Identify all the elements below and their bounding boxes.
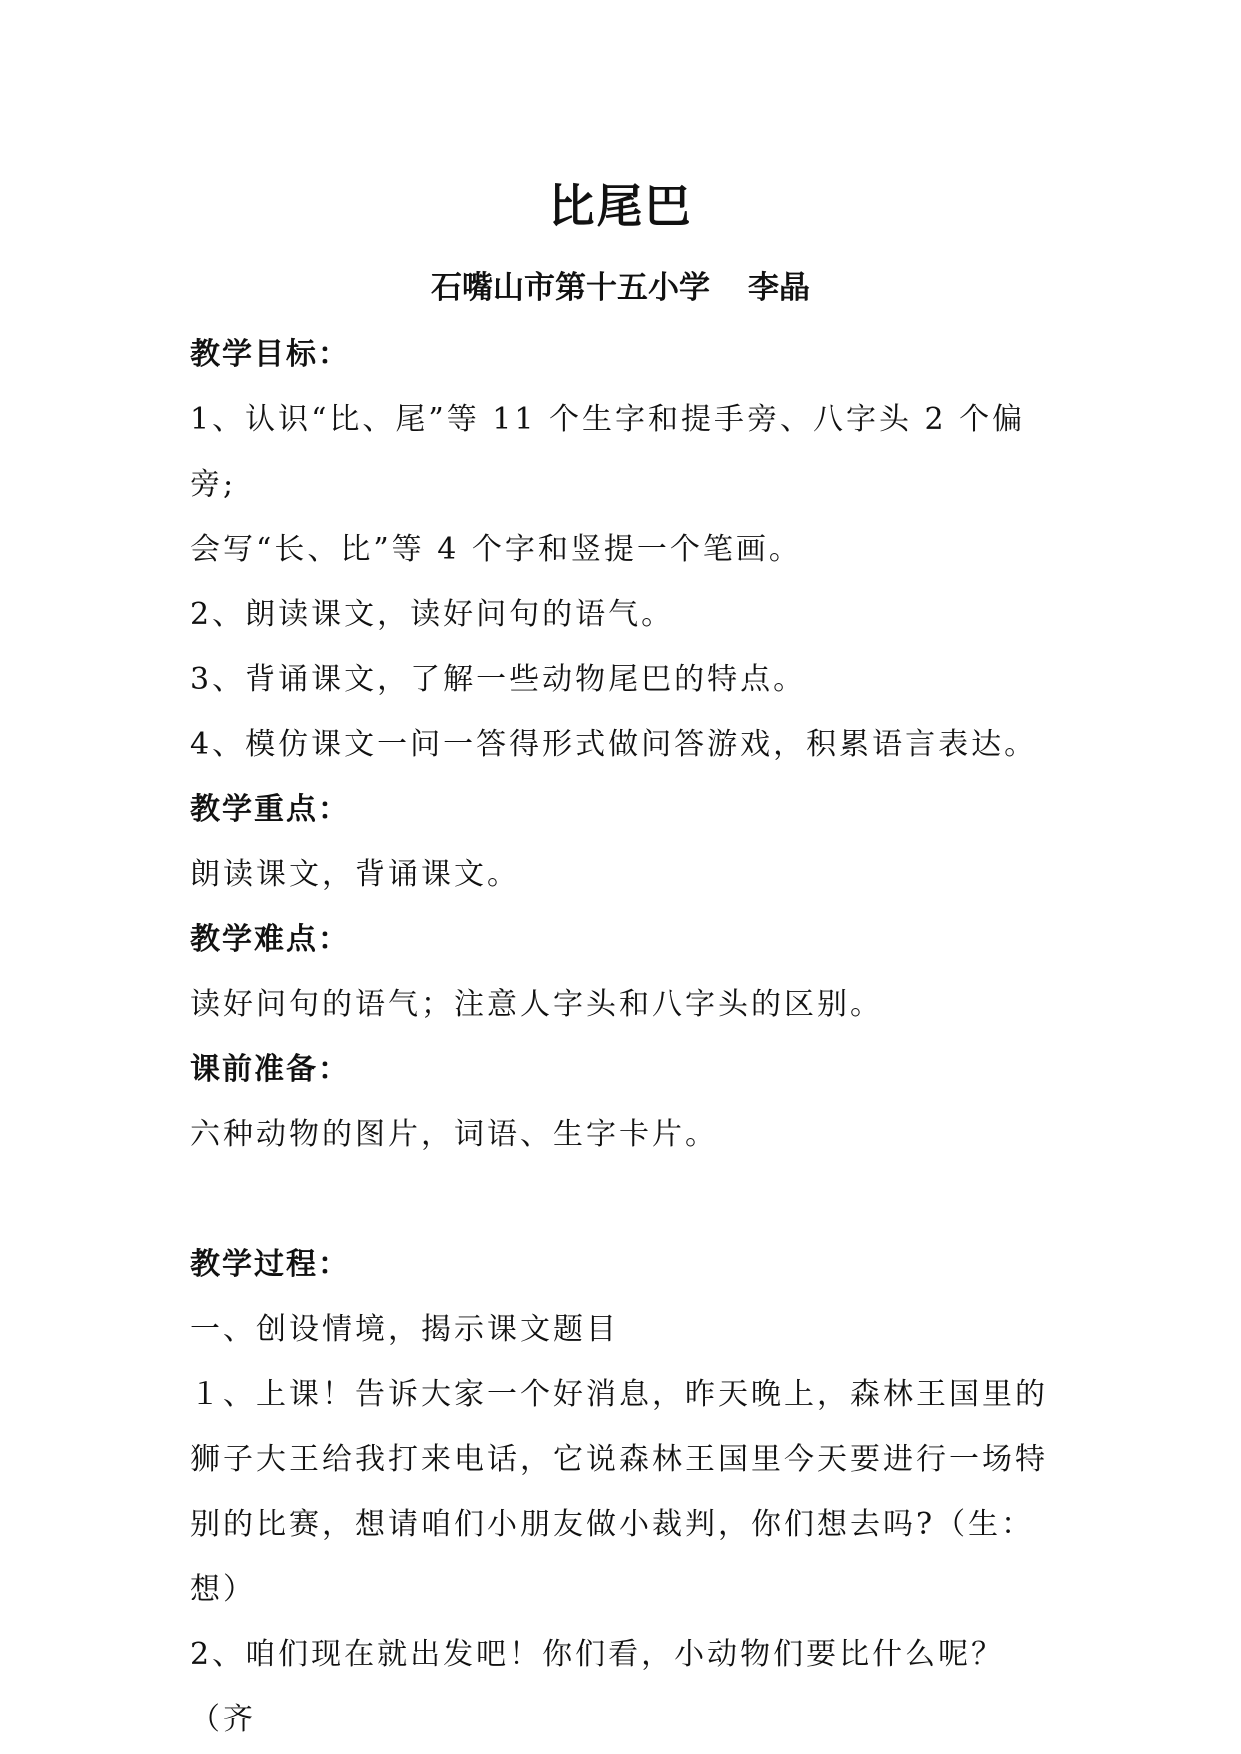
process-heading: 教学过程： [190,1247,350,1282]
blank-line [190,1167,1060,1232]
process-line: 2、咱们现在就出发吧！你们看，小动物们要比什么呢？（齐 [190,1637,1005,1737]
key-points-heading: 教学重点： [190,792,350,827]
preparation-heading: 课前准备： [190,1052,350,1087]
author-line [0,262,1241,307]
teacher-name: 李晶 [748,270,810,306]
process-line: １、上课！告诉大家一个好消息，昨天晚上，森林王国里的 [190,1377,1048,1412]
process-line: 狮子大王给我打来电话，它说森林王国里今天要进行一场特 [190,1442,1048,1477]
document-body [190,322,1060,1752]
goals-heading: 教学目标： [190,337,350,372]
goal-line: 2、朗读课文，读好问句的语气。 [190,597,675,632]
difficult-points-text: 读好问句的语气；注意人字头和八字头的区别。 [190,987,883,1022]
difficult-points-heading: 教学难点： [190,922,350,957]
process-line: 别的比赛，想请咱们小朋友做小裁判，你们想去吗?（生： [190,1507,1035,1542]
process-line: 一、创设情境，揭示课文题目 [190,1312,619,1347]
goal-line: 会写“长、比”等 4 个字和竖提一个笔画。 [190,532,802,567]
goal-line: 3、背诵课文，了解一些动物尾巴的特点。 [190,662,807,697]
document-title: 比尾巴 [548,179,693,233]
goal-line: 4、模仿课文一问一答得形式做问答游戏，积累语言表达。 [190,727,1038,762]
key-points-text: 朗读课文，背诵课文。 [190,857,520,892]
goal-line: 1、认识“比、尾”等 11 个生字和提手旁、八字头 2 个偏旁; [190,402,1026,502]
process-line: 想） [190,1572,256,1607]
school-name: 石嘴山市第十五小学 [431,270,710,306]
preparation-text: 六种动物的图片，词语、生字卡片。 [190,1117,718,1152]
